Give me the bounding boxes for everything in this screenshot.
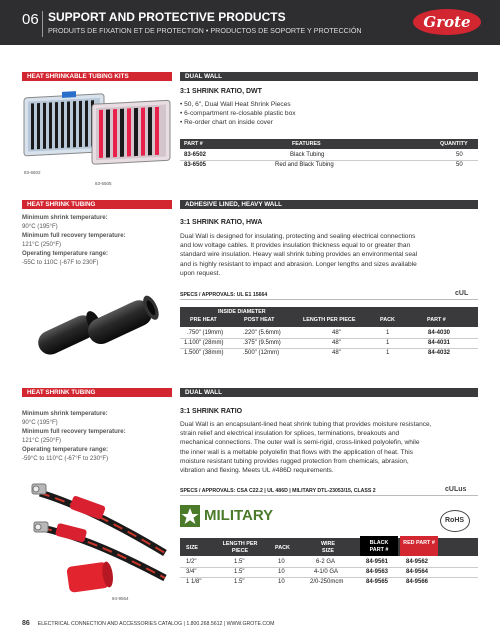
table-cell: 84-9561 [366,559,389,565]
table-cell: 1/2" [186,559,197,565]
section-number: 06 [22,11,39,28]
table-cell: 1.100" (28mm) [184,340,224,346]
military-badge [180,505,274,527]
spec-value: -55C to 110C (-67F to 230F) [22,259,99,266]
column-header: PRE HEAT [190,317,217,323]
logo-text: Grote [423,13,471,31]
table-cell: 10 [278,559,285,565]
row-divider [180,577,478,578]
spec-label: Minimum full recovery temperature: [22,428,126,435]
dual-wall-tubing-image [30,468,170,593]
section3-left-bar: HEAT SHRINK TUBING [22,388,172,397]
spec-value: 121°C (250°F) [22,241,62,248]
spec-value: 90°C (195°F) [22,223,58,230]
table-cell: 1.5" [234,579,245,585]
column-header: POST HEAT [244,317,275,323]
table-cell: 84-9566 [406,579,429,585]
description-line: mechanical connections. The outer wall is semi-rigid, cross-linked polyolefin, while [180,439,420,447]
table-cell: .500" (12mm) [243,350,280,356]
tubing-kit-image [22,84,172,176]
table-cell: 1.5" [234,559,245,565]
table-cell: 84-4032 [428,350,451,356]
description-line: the inner wall is a meltable polyolefin that flows with the application of heat. This [180,448,413,456]
description-line: Dual Wall is designed for insulating, protecting and sealing electrical connections [180,233,416,240]
page-footer [22,620,274,627]
spec-label: Minimum shrink temperature: [22,410,108,417]
military-label: MILITARY [204,507,274,524]
column-header: LENGTH PER PIECE [303,317,356,323]
heavy-wall-tubing-image [30,280,160,370]
table-cell: 2/0-250mcm [310,579,344,585]
spec-value: 121°C (250°F) [22,437,62,444]
column-header: SIZE [186,545,198,551]
section2-left-bar: HEAT SHRINK TUBING [22,200,172,209]
image-caption: 83-6502 [24,170,41,175]
row-divider [180,348,478,349]
section1-left-bar: HEAT SHRINKABLE TUBING KITS [22,72,172,81]
product-title: 3:1 SHRINK RATIO [180,408,243,415]
table-cell: 1 1/8" [186,579,202,585]
military-star-icon [180,505,200,527]
column-header: FEATURES [292,141,321,147]
table-cell: 48" [332,350,341,356]
table-cell: 1.500" (38mm) [184,350,224,356]
column-header: QUANTITY [440,141,468,147]
page-number: 86 [22,620,30,627]
column-header: BLACK PART # [369,540,389,553]
header-divider [42,11,43,37]
product-title: 3:1 SHRINK RATIO, DWT [180,88,262,95]
table-cell: Black Tubing [290,152,325,158]
column-header: PART # [427,317,446,323]
page-title: SUPPORT AND PROTECTIVE PRODUCTS [48,10,286,24]
product-description [180,420,432,475]
table-cell: 83-6502 [184,152,207,158]
feature-item: • 6-compartment re-closable plastic box [180,110,296,118]
description-line: upon request. [180,269,221,277]
table-cell: 84-9563 [366,569,389,575]
table-cell: 48" [332,330,341,336]
column-group-header: INSIDE DIAMETER [218,309,266,315]
spec-label: Operating temperature range: [22,446,109,453]
description-line: moisture resistant tubing provides rugged protection from chemicals, abrasion, [180,457,409,465]
product-title: 3:1 SHRINK RATIO, HWA [180,219,263,226]
table-cell: Red and Black Tubing [275,162,334,168]
table-cell: 10 [278,569,285,575]
table-cell: .750" (19mm) [187,330,224,336]
section1-right-bar: DUAL WALL [180,72,478,81]
table-cell: 84-9562 [406,559,429,565]
table-cell: 6-2 GA [316,559,336,565]
rohs-icon [440,510,470,532]
section2-right-bar: ADHESIVE LINED, HEAVY WALL [180,200,478,209]
page-subtitle: PRODUITS DE FIXATION ET DE PROTECTION • PRODUCTOS DE SOPORTE Y PROTECCIÓN [48,26,362,35]
section3-right-bar: DUAL WALL [180,388,478,397]
feature-item: • 50, 6", Dual Wall Heat Shrink Pieces [180,101,291,108]
column-header: WIRE SIZE [320,541,336,554]
feature-item: • Re-order chart on inside cover [180,119,273,127]
rohs-label: RoHS [445,517,465,524]
row-divider [180,338,478,339]
table-header [180,139,478,149]
table-cell: .220" (5.6mm) [243,330,281,336]
spec-value: -59°C to 110°C (-67°F to 230°F) [22,455,109,462]
description-line: standard wire insulation. Heavy wall shrink tubing provides an environmental seal [180,251,418,259]
table-cell: 4-1/0 GA [314,569,339,575]
table-cell: 50 [456,152,463,158]
table-cell: 50 [456,162,463,168]
image-caption: 83-6505 [95,181,112,186]
description-line: vibration and flexing. Meets UL #486D requirements. [180,467,334,475]
table-cell: 1.5" [234,569,245,575]
table-cell: 83-6505 [184,162,207,168]
column-header: PACK [380,317,395,323]
column-header: PART # [184,141,203,147]
feature-list [180,100,296,128]
table-cell: .375" (9.5mm) [243,340,281,346]
page-header [0,0,500,45]
image-caption: 84-9564 [112,596,129,601]
spec-label: Minimum full recovery temperature: [22,232,126,239]
product-description [180,232,417,278]
table-cell: 84-4030 [428,330,451,336]
specs-approvals: SPECS / APPROVALS: UL E1 15664 [180,292,478,300]
spec-label: Operating temperature range: [22,250,109,257]
grote-logo [412,8,482,36]
footer-text: ELECTRICAL CONNECTION AND ACCESSORIES CATALOG | 1.800.268.5612 | WWW.GROTE.COM [37,621,275,627]
description-line: Dual Wall is an encapsulant-lined heat shrink tubing that provides moisture resistance, [180,421,432,428]
column-header: PACK [275,545,290,551]
table-cell: 1 [386,330,390,336]
specs-approvals: SPECS / APPROVALS: CSA C22.2 | UL 486D | MILITARY DTL-23053/15, CLASS 2 [180,488,478,496]
ul-mark-icon: cUL [455,290,469,297]
row-divider [180,567,478,568]
description-line: strain relief and electrical insulation for splices, terminations, breakouts and [180,430,400,438]
ul-mark-icon: cULus [445,486,467,493]
table-cell: 3/4" [186,569,197,575]
table-cell: 84-9565 [366,579,389,585]
row-divider [180,160,478,161]
table-cell: 84-4031 [428,340,451,346]
description-line: and low voltage cables. It provides insulation thickness equal to or greater than [180,242,411,250]
table-cell: 84-9564 [406,569,429,575]
table-cell: 10 [278,579,285,585]
spec-label: Minimum shrink temperature: [22,214,108,221]
table-cell: 1 [386,350,390,356]
description-line: and is highly resistant to impact and abrasion. Longer lengths and sizes available [180,260,417,268]
spec-value: 90°C (195°F) [22,419,58,426]
column-header: LENGTH PER PIECE [222,541,258,554]
column-header: RED PART # [403,540,435,546]
table-cell: 1 [386,340,390,346]
table-cell: 48" [332,340,341,346]
